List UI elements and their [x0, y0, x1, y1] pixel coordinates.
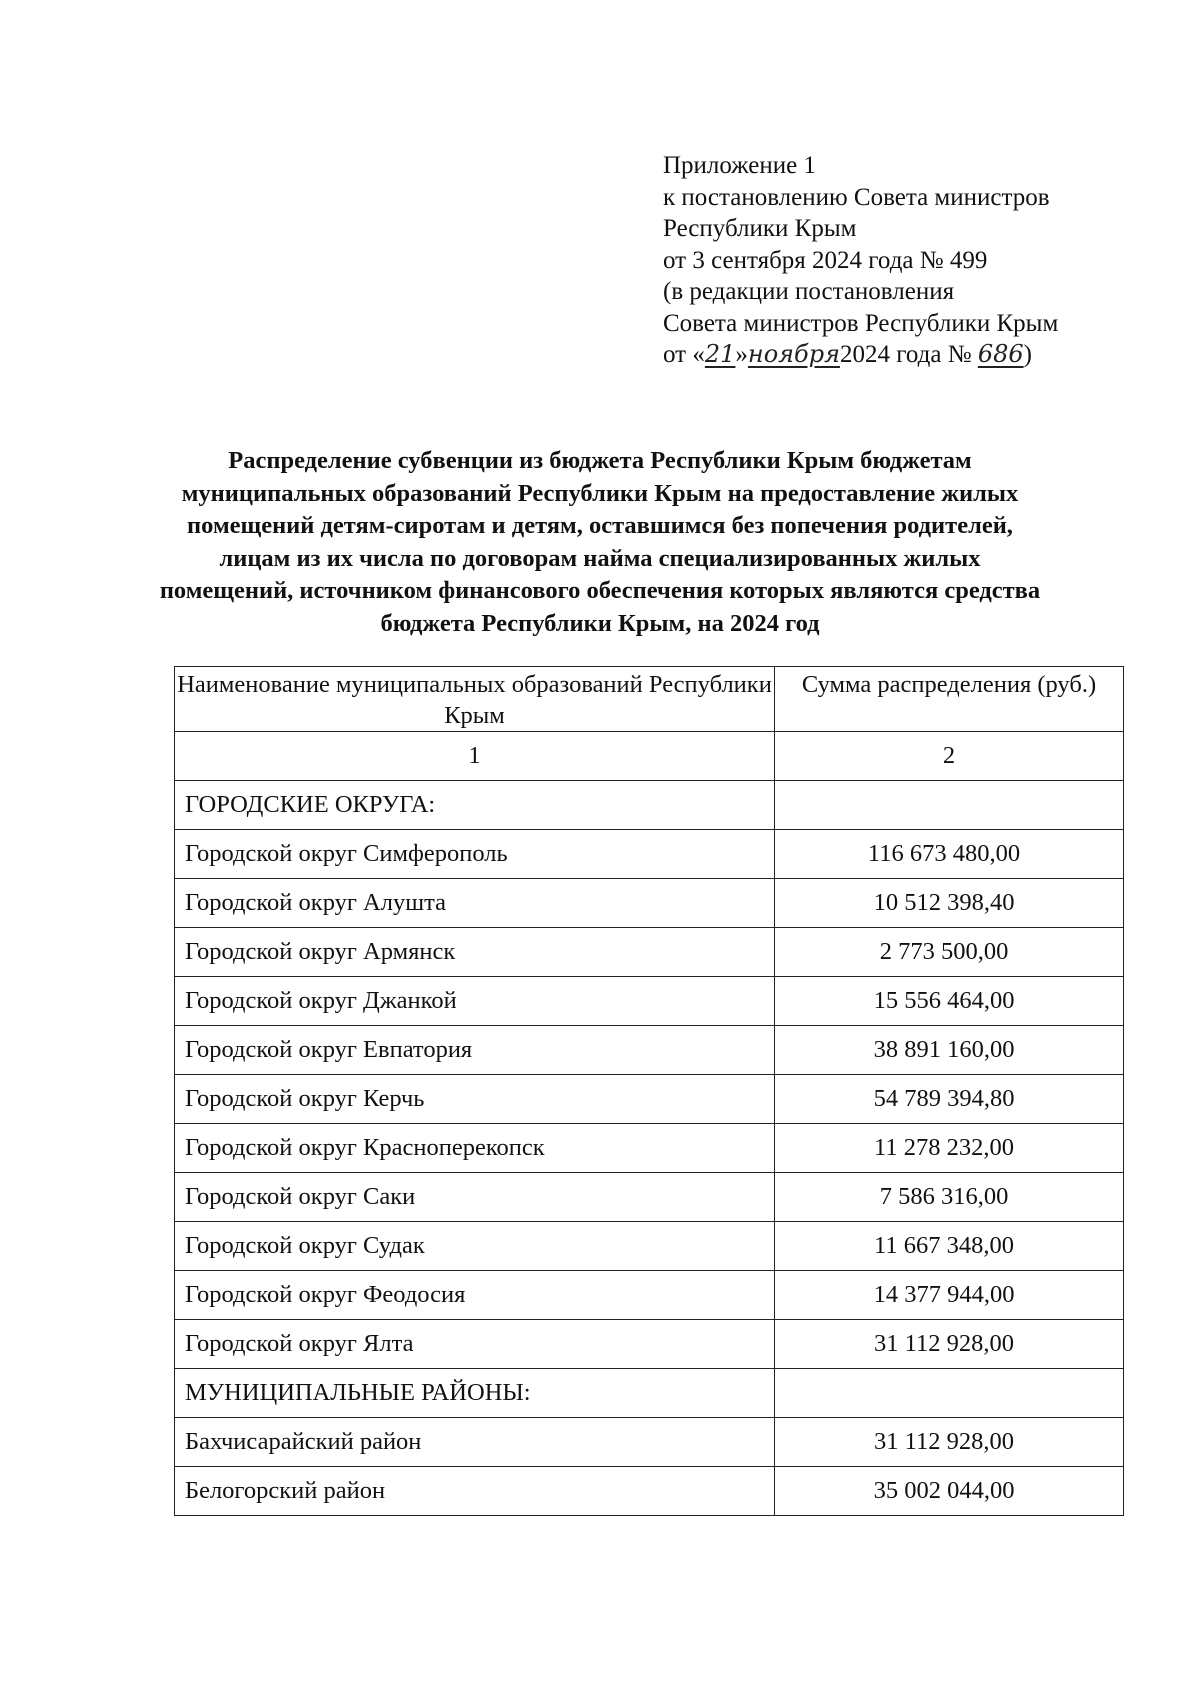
table-row	[175, 928, 1124, 977]
appendix-line: Приложение 1	[663, 152, 816, 179]
table-row	[175, 1173, 1124, 1222]
column-number: 1	[175, 732, 775, 781]
table-body	[175, 732, 1124, 1516]
date-year: 2024 года №	[839, 341, 972, 368]
amount-cell: 31 112 928,00	[775, 1418, 1124, 1467]
table-row	[175, 830, 1124, 879]
municipality-name-cell: ГОРОДСКИЕ ОКРУГА:	[175, 781, 775, 830]
date-prefix: от «	[663, 341, 705, 368]
amount-cell: 31 112 928,00	[775, 1320, 1124, 1369]
appendix-block	[663, 150, 1058, 371]
distribution-table-wrapper	[174, 666, 1124, 1516]
header-municipality: Наименование муниципальных образований Республики Крым	[175, 667, 775, 732]
table-row	[175, 1418, 1124, 1467]
appendix-line: (в редакции постановления	[663, 278, 955, 305]
column-number-row	[175, 732, 1124, 781]
handwritten-number: 686	[977, 340, 1024, 368]
amount-cell: 11 278 232,00	[775, 1124, 1124, 1173]
table-header-row	[175, 667, 1124, 732]
municipality-name-cell: Городской округ Красноперекопск	[175, 1124, 775, 1173]
municipality-name-cell: Городской округ Ялта	[175, 1320, 775, 1369]
amount-cell	[775, 1369, 1124, 1418]
municipality-name-cell: Городской округ Симферополь	[175, 830, 775, 879]
table-row	[175, 781, 1124, 830]
table-row	[175, 1320, 1124, 1369]
date-suffix: )	[1023, 341, 1032, 368]
table-row	[175, 879, 1124, 928]
distribution-table	[174, 666, 1124, 1516]
document-title: Распределение субвенции из бюджета Республики Крым бюджетам муниципальных образований Республики Крым на предоставление жилых помещений детям-сиротам и детям, оставшимся без попечения родителей, лицам из их числа по договорам найма специализированных жилых помещений, источником финансового обеспечения которых являются средства бюджета Республики Крым, на 2024 год	[159, 447, 1041, 637]
amount-cell: 38 891 160,00	[775, 1026, 1124, 1075]
municipality-name-cell: Бахчисарайский район	[175, 1418, 775, 1467]
handwritten-day: 21	[704, 340, 736, 368]
municipality-name-cell: Городской округ Керчь	[175, 1075, 775, 1124]
appendix-line: от 3 сентября 2024 года № 499	[663, 246, 988, 274]
table-row	[175, 1222, 1124, 1271]
amount-cell: 14 377 944,00	[775, 1271, 1124, 1320]
table-row	[175, 1026, 1124, 1075]
amount-cell: 54 789 394,80	[775, 1075, 1124, 1124]
table-row	[175, 1271, 1124, 1320]
table-row	[175, 1467, 1124, 1516]
amount-cell: 35 002 044,00	[775, 1467, 1124, 1516]
appendix-date-line	[663, 339, 1058, 371]
appendix-line: Совета министров Республики Крым	[663, 309, 1059, 337]
municipality-name-cell: Городской округ Джанкой	[175, 977, 775, 1026]
amount-cell: 10 512 398,40	[775, 879, 1124, 928]
municipality-name-cell: Городской округ Саки	[175, 1173, 775, 1222]
table-row	[175, 977, 1124, 1026]
table-row	[175, 1369, 1124, 1418]
header-amount: Сумма распределения (руб.)	[775, 667, 1124, 732]
amount-cell	[775, 781, 1124, 830]
amount-cell: 7 586 316,00	[775, 1173, 1124, 1222]
amount-cell: 11 667 348,00	[775, 1222, 1124, 1271]
municipality-name-cell: Городской округ Евпатория	[175, 1026, 775, 1075]
amount-cell: 116 673 480,00	[775, 830, 1124, 879]
date-mid: »	[735, 341, 748, 368]
municipality-name-cell: Белогорский район	[175, 1467, 775, 1516]
municipality-name-cell: Городской округ Армянск	[175, 928, 775, 977]
handwritten-month: ноября	[747, 340, 840, 368]
column-number: 2	[775, 732, 1124, 781]
table-row	[175, 1124, 1124, 1173]
municipality-name-cell: Городской округ Судак	[175, 1222, 775, 1271]
municipality-name-cell: Городской округ Феодосия	[175, 1271, 775, 1320]
table-row	[175, 1075, 1124, 1124]
municipality-name-cell: МУНИЦИПАЛЬНЫЕ РАЙОНЫ:	[175, 1369, 775, 1418]
amount-cell: 2 773 500,00	[775, 928, 1124, 977]
appendix-line: к постановлению Совета министров	[663, 183, 1050, 211]
appendix-line: Республики Крым	[663, 215, 857, 242]
amount-cell: 15 556 464,00	[775, 977, 1124, 1026]
municipality-name-cell: Городской округ Алушта	[175, 879, 775, 928]
